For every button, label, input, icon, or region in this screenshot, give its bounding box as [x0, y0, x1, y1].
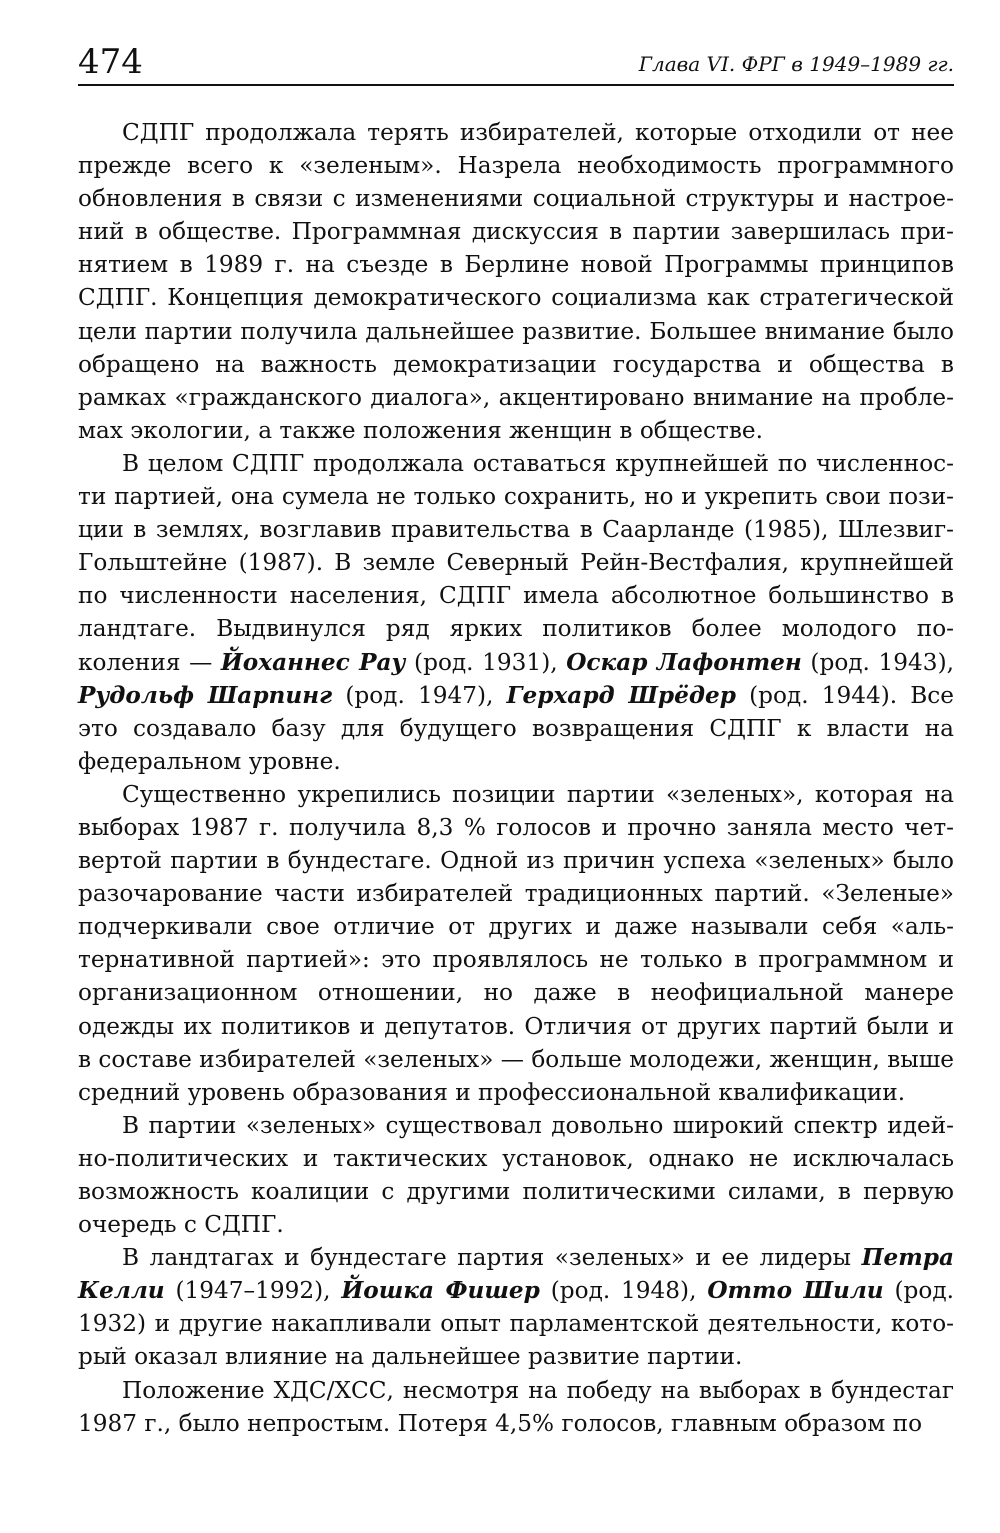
text-run: (род. 1932) и другие накапливали опыт парламентской деятельности, который оказал влияние на дальнейшее развитие партии. — [78, 1277, 954, 1371]
person-name: Йоханнес Рау — [220, 648, 406, 676]
person-name: Йошка Фишер — [341, 1277, 540, 1305]
paragraph — [78, 1241, 954, 1373]
paragraph — [78, 447, 954, 778]
paragraph — [78, 116, 954, 447]
text-run: В партии «зеленых» существовал довольно широкий спектр идейно-политических и тактических установок, однако не исключалась возможность коалиции с другими политическими силами, в первую очередь с СДПГ. — [78, 1111, 954, 1239]
text-run: Существенно укрепились позиции партии «зеленых», которая на выборах 1987 г. получила 8,3 % голосов и прочно заняла место четвертой партии в бундестаге. Одной из причин успеха «зеленых» было разочарование части избирателей традиционных партий. «Зеленые» подчеркивали свое отличие от других и даже называли себя «альтернативной партией»: это проявлялось не только в программном и организационном отношении, но даже в неофициальной манере одежды их политиков и депутатов. Отличия от других партий были и в составе избирателей «зеленых» — больше молодежи, женщин, выше средний уровень образования и профессиональной квалификации. — [78, 780, 954, 1106]
paragraph — [78, 778, 954, 1109]
person-name: Герхард Шрёдер — [506, 681, 736, 709]
text-run: (род. 1944). Все это создавало базу для будущего возвращения СДПГ к власти на федеральном уровне. — [78, 681, 954, 775]
person-name: Петра Келли — [78, 1244, 954, 1305]
text-run: СДПГ продолжала терять избирателей, которые отходили от нее прежде всего к «зеленым». Назрела необходимость программного обновления в связи с изменениями социальной структуры и настроений в обществе. Программная дискуссия в партии завершилась принятием в 1989 г. на съезде в Берлине новой Программы принципов СДПГ. Концепция демократического социализма как стратегической цели партии получила дальнейшее развитие. Большее внимание было обращено на важность демократизации государства и общества в рамках «гражданского диалога», акцентировано внимание на проблемах экологии, а также положения женщин в обществе. — [78, 119, 954, 444]
text-run: (род. 1948), — [539, 1277, 708, 1305]
person-name: Рудольф Шарпинг — [78, 681, 333, 709]
running-head — [78, 40, 954, 86]
text-run: (род. 1943), — [801, 648, 954, 676]
text-run: (1947–1992), — [164, 1277, 342, 1305]
text-run: (род. 1931), — [405, 648, 567, 676]
page-number: 474 — [78, 42, 143, 82]
paragraph — [78, 1109, 954, 1241]
text-run: В целом СДПГ продолжала оставаться крупнейшей по численности партией, она сумела не только сохранить, но и укрепить свои позиции в землях, возглавив правительства в Саарланде (1985), Шлезвиг-Гольштейне (1987). В земле Северный Рейн-Вестфалия, крупнейшей по численности населения, СДПГ имела абсолютное большинство в ландтаге. Выдвинулся ряд ярких политиков более молодого поколения — — [78, 449, 954, 676]
text-run: Положение ХДС/ХСС, несмотря на победу на выборах в бундестаг 1987 г., было непростым. Потеря 4,5% голосов, главным образом по — [78, 1376, 954, 1437]
person-name: Оскар Лафонтен — [566, 648, 802, 676]
person-name: Отто Шили — [707, 1277, 884, 1305]
chapter-title: Глава VI. ФРГ в 1949–1989 гг. — [638, 52, 954, 76]
paragraph — [78, 1374, 954, 1440]
text-run: (род. 1947), — [332, 681, 507, 709]
body-text — [78, 116, 954, 1440]
book-page — [78, 40, 954, 1440]
text-run: В ландтагах и бундестаге партия «зеленых» и ее лидеры — [122, 1244, 862, 1272]
